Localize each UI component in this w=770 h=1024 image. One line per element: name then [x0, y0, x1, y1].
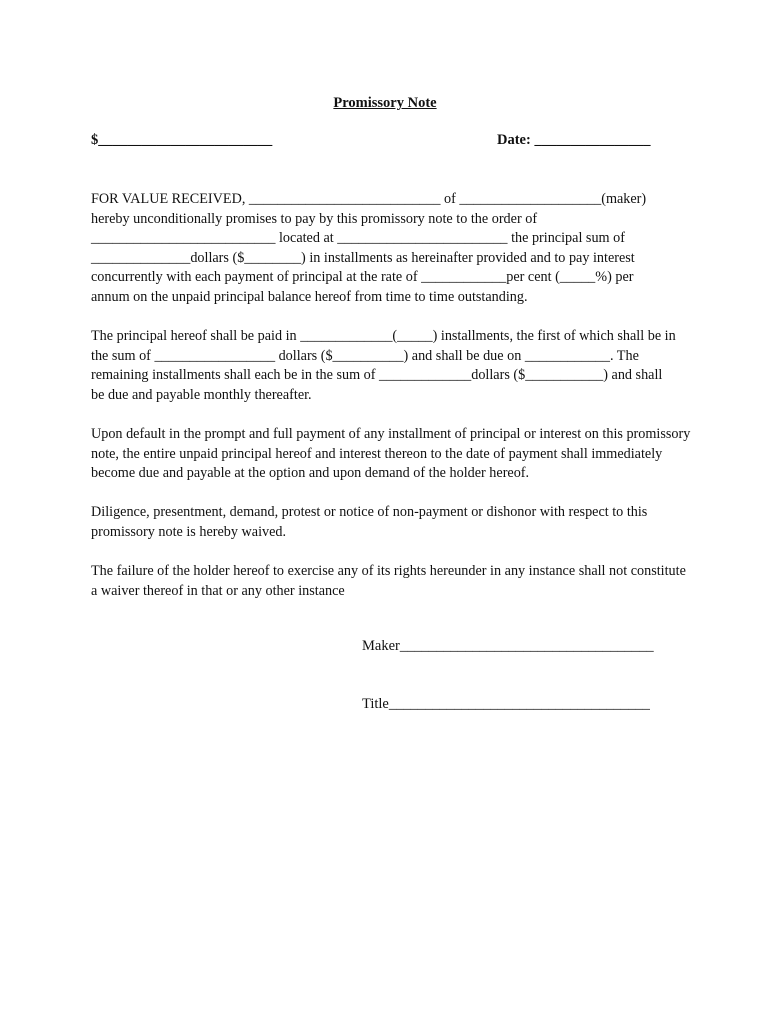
- paragraph-failure: The failure of the holder hereof to exercise any of its rights hereunder in any instance shall not constitute a waiver thereof in that or any other instance: [91, 562, 686, 599]
- note-body: [91, 190, 691, 621]
- document-title: Promissory Note: [333, 95, 437, 111]
- amount-field: $________________________: [91, 132, 273, 148]
- date-field: Date: ________________: [497, 132, 651, 148]
- paragraph-value-received: FOR VALUE RECEIVED, ___________________________ of ____________________(maker) hereby unconditionally promises to pay by this promissory note to the order of __________________________ located at ________________________ the principal sum of ______________dollars ($________) in installments as hereinafter provided and to pay interest concurrently with each payment of principal at the rate of ____________per cent (_____%) per annum on the unpaid principal balance hereof from time to time outstanding.: [91, 191, 647, 305]
- paragraph-waiver: Diligence, presentment, demand, protest or notice of non-payment or dishonor with respect to this promissory note is hereby waived.: [91, 504, 648, 540]
- paragraph-default: Upon default in the prompt and full payment of any installment of principal or interest on this promissory note, the entire unpaid principal hereof and interest thereon to the date of payment shall immediately become due and payable at the option and upon demand of the holder hereof.: [91, 425, 691, 482]
- title-signature-line: Title____________________________________: [362, 696, 650, 712]
- maker-signature-line: Maker___________________________________: [362, 638, 654, 654]
- paragraph-installments: The principal hereof shall be paid in _____________(_____) installments, the first of which shall be in the sum of _________________ dollars ($__________) and shall be due on ____________. The remaining installments shall each be in the sum of _____________dollars ($___________) and shall be due and payable monthly thereafter.: [91, 328, 676, 403]
